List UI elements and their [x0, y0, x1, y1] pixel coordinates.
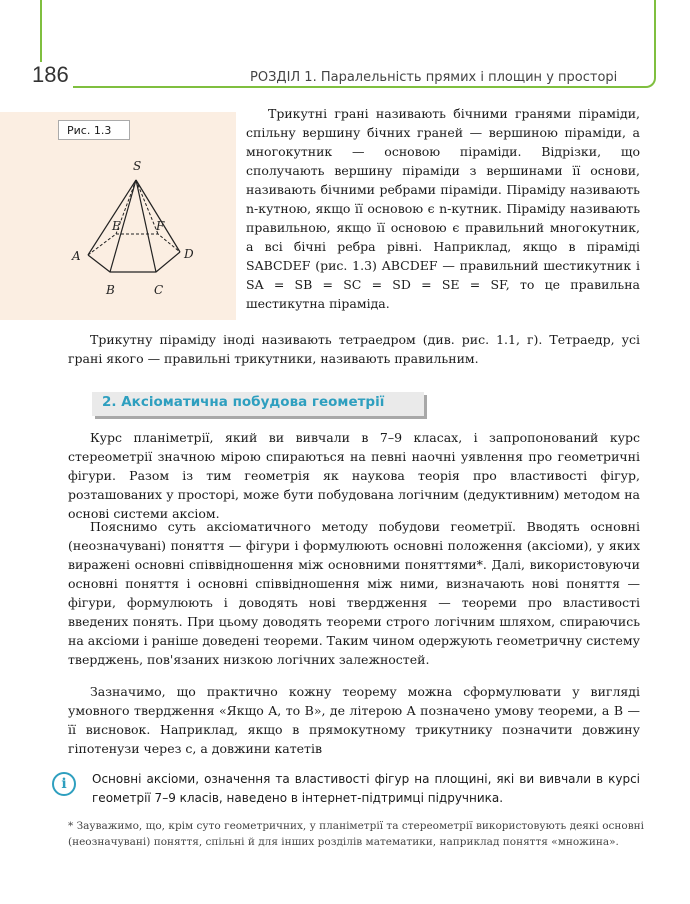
section-paragraph-1: Курс планіметрії, який ви вивчали в 7–9 класах, і запропонований курс стереометрії значною мірою спираються на певні наочні уявлення про геометричні фігури. Разом із тим геометрія як наукова теорія про властивості фігур, розташованих у просторі, може бути побудована логічним (дедуктивним) методом на основі системи аксіом. [68, 430, 640, 521]
footnote: * Зауважимо, що, крім суто геометричних, у планіметрії та стереометрії використовують деякі основні (неозначувані) поняття, спільні й для інших розділів математики, наприклад поняття «множина». [68, 820, 644, 848]
section-paragraph-2: Пояснимо суть аксіоматичного методу побудови геометрії. Вводять основні (неозначувані) поняття — фігури і формулюють основні положення (аксіоми), у яких виражені основні співвідношення між основними поняттями*. Далі, використовуючи основні поняття і основні співвідношення між ними, визначають нові поняття — фігури, формулюють і доводять нові твердження — теореми про властивості введених понять. При цьому доводять теореми строго логічним шляхом, спираючись на аксіоми і раніше доведені теореми. Таким чином одержують геометричну систему тверджень, пов'язаних низкою логічних залежностей. [68, 519, 640, 667]
base-front-edges [88, 252, 180, 272]
vertex-label-e: E [112, 219, 121, 233]
pyramid-figure [60, 150, 210, 300]
vertex-label-d: D [184, 247, 194, 261]
info-icon: i [52, 772, 76, 796]
edge-sa [88, 180, 136, 255]
intro-paragraph-1: Трикутні грані називають бічними гранями піраміди, спільну вершину бічних граней — вершиною піраміди, а многокутник — основою піраміди. Відрізки, що сполучають вершину піраміди з вершинами її основи, називають бічними ребрами піраміди. Піраміду називають n-кутною, якщо її основою є n-кутник. Піраміду називають правильною, якщо її основою є правильний многокутник, а всі бічні ребра рівні. Наприклад, якщо в піраміді SABCDEF (рис. 1.3) ABCDEF — правильний шестикутник і SA = SB = SC = SD = SE = SF, то це правильна шестикутна піраміда. [246, 106, 640, 311]
chapter-title: РОЗДІЛ 1. Паралельність прямих і площин у просторі [246, 70, 621, 85]
vertex-label-a: A [72, 249, 81, 263]
vertex-label-c: C [154, 283, 164, 297]
edge-sc [136, 180, 156, 272]
vertex-label-s: S [133, 159, 142, 173]
info-note: Основні аксіоми, означення та властивості фігур на площині, які ви вивчали в курсі геометрії 7–9 класів, наведено в інтернет-підтримці підручника. [92, 772, 640, 805]
vertex-label-f: F [156, 219, 165, 233]
page-number: 186 [28, 62, 73, 88]
section-paragraph-3: Зазначимо, що практично кожну теорему можна сформулювати у вигляді умовного твердження «Якщо A, то B», де літерою A позначено умову теореми, а B — її висновок. Наприклад, якщо в прямокутному трикутнику позначити довжину гіпотенузи через c, а довжини катетів [68, 684, 640, 756]
section-heading-box [92, 392, 424, 416]
vertex-label-b: B [106, 283, 115, 297]
base-back-edges [88, 234, 180, 255]
intro-paragraph-2: Трикутну піраміду іноді називають тетраедром (див. рис. 1.1, г). Тетраедр, усі грані якого — правильні трикутники, називають правильним. [68, 332, 640, 366]
section-title: 2. Аксіоматична побудова геометрії [102, 394, 385, 410]
edge-sd [136, 180, 180, 252]
edge-sf [136, 180, 158, 234]
figure-label: Рис. 1.3 [58, 120, 130, 140]
